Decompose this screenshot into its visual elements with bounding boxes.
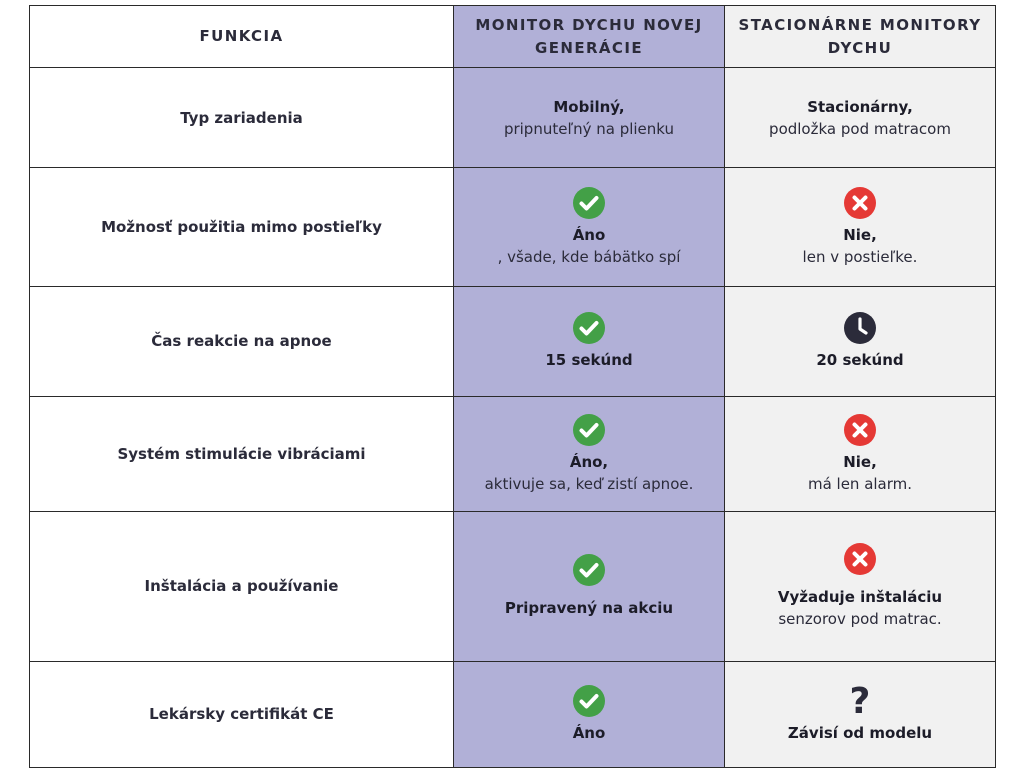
cell-title: Áno [572, 226, 606, 245]
cell-title: Pripravený na akciu [504, 599, 674, 618]
feature-label: Systém stimulácie vibráciami [30, 396, 454, 511]
cell-subtitle: , všade, kde bábätko spí [497, 248, 681, 267]
header-stationary-monitor: STACIONÁRNE MONITORY DYCHU [725, 6, 996, 68]
cell-title: 20 sekúnd [816, 351, 904, 370]
new-monitor-cell [454, 396, 725, 511]
stationary-monitor-cell [725, 511, 996, 661]
feature-label: Možnosť použitia mimo postieľky [30, 168, 454, 287]
x-icon [843, 413, 877, 447]
header-feature: FUNKCIA [30, 6, 454, 68]
table-row [30, 68, 996, 168]
new-monitor-cell [454, 68, 725, 168]
stationary-monitor-cell [725, 396, 996, 511]
x-icon [843, 542, 877, 576]
clock-icon [843, 311, 877, 345]
stationary-monitor-cell [725, 287, 996, 396]
stationary-monitor-cell [725, 68, 996, 168]
cell-subtitle: pripnuteľný na plienku [503, 119, 675, 138]
check-icon [572, 413, 606, 447]
new-monitor-cell [454, 287, 725, 396]
new-monitor-cell [454, 661, 725, 767]
cell-title: Nie, [843, 226, 877, 245]
table-row [30, 168, 996, 287]
cell-title: Áno [572, 724, 606, 743]
table-row [30, 661, 996, 767]
cell-title: Mobilný, [553, 97, 625, 116]
check-icon [572, 553, 606, 587]
table-row [30, 511, 996, 661]
feature-label: Typ zariadenia [30, 68, 454, 168]
cell-title: Nie, [843, 452, 877, 471]
stationary-monitor-cell [725, 661, 996, 767]
x-icon [843, 186, 877, 220]
cell-title: Stacionárny, [807, 97, 913, 116]
cell-subtitle: aktivuje sa, keď zistí apnoe. [484, 474, 694, 493]
cell-subtitle: má len alarm. [807, 474, 913, 493]
cell-subtitle: len v postieľke. [802, 248, 918, 267]
cell-title: 15 sekúnd [545, 351, 633, 370]
cell-title: Závisí od modelu [787, 724, 933, 743]
cell-title: Áno, [569, 452, 609, 471]
feature-label: Inštalácia a používanie [30, 511, 454, 661]
table-row [30, 287, 996, 396]
cell-title: Vyžaduje inštaláciu [777, 588, 943, 607]
new-monitor-cell [454, 168, 725, 287]
cell-subtitle: podložka pod matracom [769, 119, 951, 138]
header-row [30, 6, 996, 68]
comparison-table [29, 5, 996, 768]
check-icon [572, 684, 606, 718]
feature-label: Čas reakcie na apnoe [30, 287, 454, 396]
header-new-monitor: MONITOR DYCHU NOVEJ GENERÁCIE [454, 6, 725, 68]
feature-label: Lekársky certifikát CE [30, 661, 454, 767]
table-row [30, 396, 996, 511]
stationary-monitor-cell [725, 168, 996, 287]
check-icon [572, 311, 606, 345]
check-icon [572, 186, 606, 220]
new-monitor-cell [454, 511, 725, 661]
question-icon: ? [849, 681, 871, 723]
cell-subtitle: senzorov pod matrac. [778, 610, 942, 629]
